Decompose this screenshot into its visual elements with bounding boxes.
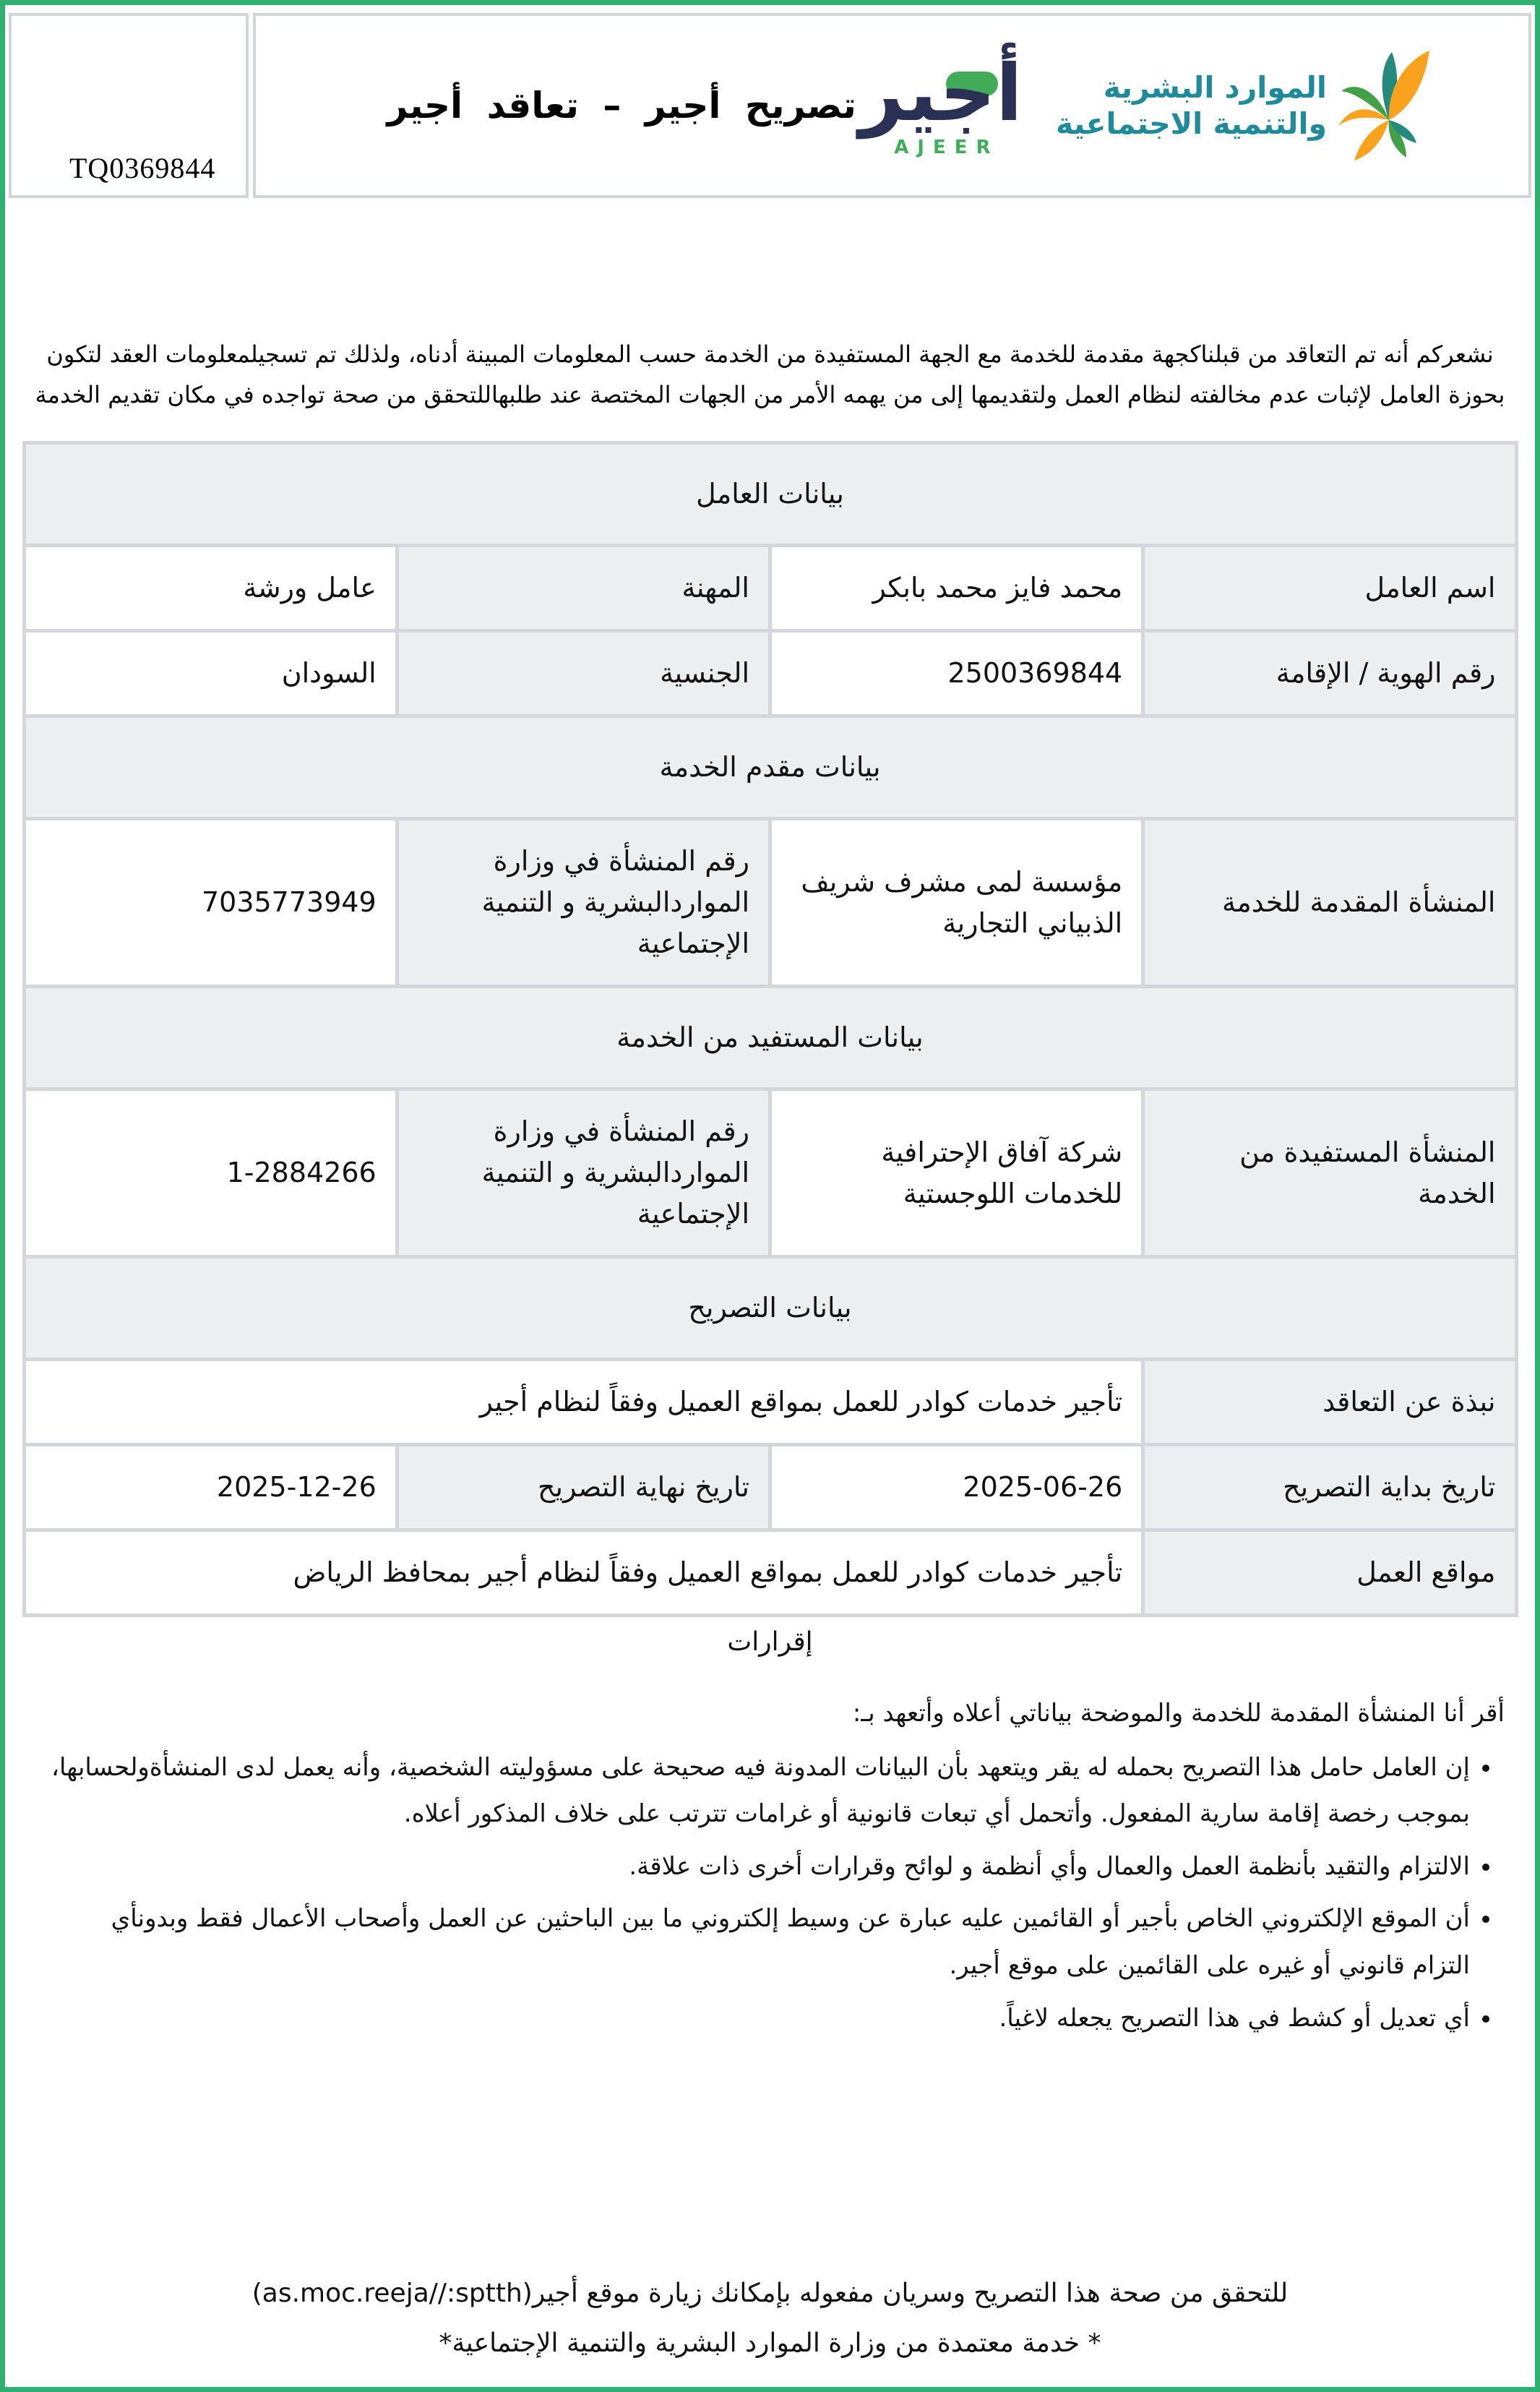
table-row	[24, 1089, 1516, 1257]
provider-reg-label: رقم المنشأة في وزارة المواردالبشرية و التنمية الإجتماعية	[397, 819, 770, 987]
ministry-wordmark	[1056, 69, 1327, 142]
worker-name-value: محمد فايز محمد بابكر	[770, 546, 1143, 631]
start-date-value: 2025-06-26	[770, 1445, 1143, 1530]
id-number-label: رقم الهوية / الإقامة	[1143, 631, 1516, 716]
provider-est-name: مؤسسة لمى مشرف شريف الذبياني التجارية	[770, 819, 1143, 987]
table-row	[24, 1445, 1516, 1530]
beneficiary-est-name: شركة آفاق الإحترافية للخدمات اللوجستية	[770, 1089, 1143, 1257]
table-row	[24, 631, 1516, 716]
ajeer-logo	[859, 48, 1023, 158]
ajeer-logo-latin: AJEER	[894, 136, 999, 158]
declarations-heading: إقرارات	[727, 1627, 813, 1657]
permit-info-table	[22, 441, 1518, 1617]
page-title: تصريح أجير – تعاقد أجير	[387, 85, 856, 127]
ministry-name-line2: والتنمية الاجتماعية	[1055, 106, 1327, 141]
declarations-block	[48, 1690, 1505, 2041]
header-logo-box	[253, 13, 1531, 198]
id-number-value: 2500369844	[770, 631, 1143, 716]
work-locations-value: تأجير خدمات كوادر للعمل بمواقع العميل وفقاً لنظام أجير بمحافظ الرياض	[24, 1530, 1143, 1616]
declaration-item: • أن الموقع الإلكتروني الخاص بأجير أو القائمين عليه عبارة عن وسيط إلكتروني ما بين الباحثين عن العمل وأصحاب الأعمال فقط وبدونأي التزام قانوني أو غيره على القائمين على موقع أجير.	[48, 1895, 1470, 1989]
provider-est-label: المنشأة المقدمة للخدمة	[1143, 819, 1516, 987]
beneficiary-est-label: المنشأة المستفيدة من الخدمة	[1143, 1089, 1516, 1257]
end-date-label: تاريخ نهاية التصريح	[397, 1445, 770, 1530]
document-footer	[5, 2269, 1535, 2368]
work-locations-label: مواقع العمل	[1143, 1530, 1516, 1616]
declarations-list	[48, 1744, 1505, 2042]
ministry-name-line1: الموارد البشرية	[1103, 69, 1327, 105]
table-row	[24, 1530, 1516, 1616]
verify-note: للتحقق من صحة هذا التصريح وسريان مفعوله بإمكانك زيارة موقع أجير(as.moc.reeja//:sptth)	[251, 2279, 1289, 2309]
declarations-intro: أقر أنا المنشأة المقدمة للخدمة والموضحة بياناتي أعلاه وأتعهد بـ:	[852, 1699, 1505, 1728]
declaration-item: • إن العامل حامل هذا التصريح بحمله له يقر ويتعهد بأن البيانات المدونة فيه صحيحة على مسؤوليته الشخصية، وأنه يعمل لدى المنشأةولحسابها، بموجب رخصة إقامة سارية المفعول. وأتحمل أي تبعات قانونية أو غرامات تترتب على خلاف المذكور أعلاه.	[48, 1744, 1470, 1838]
document-number-box	[9, 13, 249, 198]
beneficiary-reg-label: رقم المنشأة في وزارة المواردالبشرية و التنمية الإجتماعية	[397, 1089, 770, 1257]
declaration-item: • الالتزام والتقيد بأنظمة العمل والعمال وأي أنظمة و لوائح وقرارات أخرى ذات علاقة.	[48, 1843, 1470, 1890]
document-header	[9, 13, 1531, 198]
permit-section-title: بيانات التصريح	[24, 1257, 1516, 1360]
profession-label: المهنة	[397, 546, 770, 631]
ministry-emblem-icon	[1337, 46, 1445, 165]
worker-name-label: اسم العامل	[1143, 546, 1516, 631]
section-header-worker	[24, 443, 1516, 546]
section-header-beneficiary	[24, 987, 1516, 1089]
table-row	[24, 1360, 1516, 1445]
nationality-label: الجنسية	[397, 631, 770, 716]
section-header-provider	[24, 716, 1516, 819]
nationality-value: السودان	[24, 631, 397, 716]
start-date-label: تاريخ بداية التصريح	[1143, 1445, 1516, 1530]
title-wrap	[207, 85, 856, 127]
beneficiary-reg-number: 1-2884266	[24, 1089, 397, 1257]
table-row	[24, 546, 1516, 631]
table-row	[24, 819, 1516, 987]
contract-about-label: نبذة عن التعاقد	[1143, 1360, 1516, 1445]
provider-reg-number: 7035773949	[24, 819, 397, 987]
end-date-value: 2025-12-26	[24, 1445, 397, 1530]
worker-section-title: بيانات العامل	[24, 443, 1516, 546]
profession-value: عامل ورشة	[24, 546, 397, 631]
section-header-permit	[24, 1257, 1516, 1360]
beneficiary-section-title: بيانات المستفيد من الخدمة	[24, 987, 1516, 1089]
document-number: TQ0369844	[69, 152, 216, 184]
provider-section-title: بيانات مقدم الخدمة	[24, 716, 1516, 819]
ajeer-logo-arabic: أجير	[859, 48, 1023, 140]
declaration-item: • أي تعديل أو كشط في هذا التصريح يجعله لاغياً.	[48, 1995, 1470, 2042]
accredited-note: * خدمة معتمدة من وزارة الموارد البشرية والتنمية الإجتماعية*	[439, 2328, 1101, 2358]
contract-about-value: تأجير خدمات كوادر للعمل بمواقع العميل وفقاً لنظام أجير	[24, 1360, 1143, 1445]
intro-paragraph: نشعركم أنه تم التعاقد من قبلناكجهة مقدمة للخدمة مع الجهة المستفيدة من الخدمة حسب المعلومات المبينة أدناه، ولذلك تم تسجيلمعلومات العقد لتكون بحوزة العامل لإثبات عدم مخالفته لنظام العمل ولتقديمها إلى من يهمه الأمر من الجهات المختصة عند طلبهاللتحقق من صحة تواجده في مكان تقديم الخدمة	[35, 340, 1505, 408]
